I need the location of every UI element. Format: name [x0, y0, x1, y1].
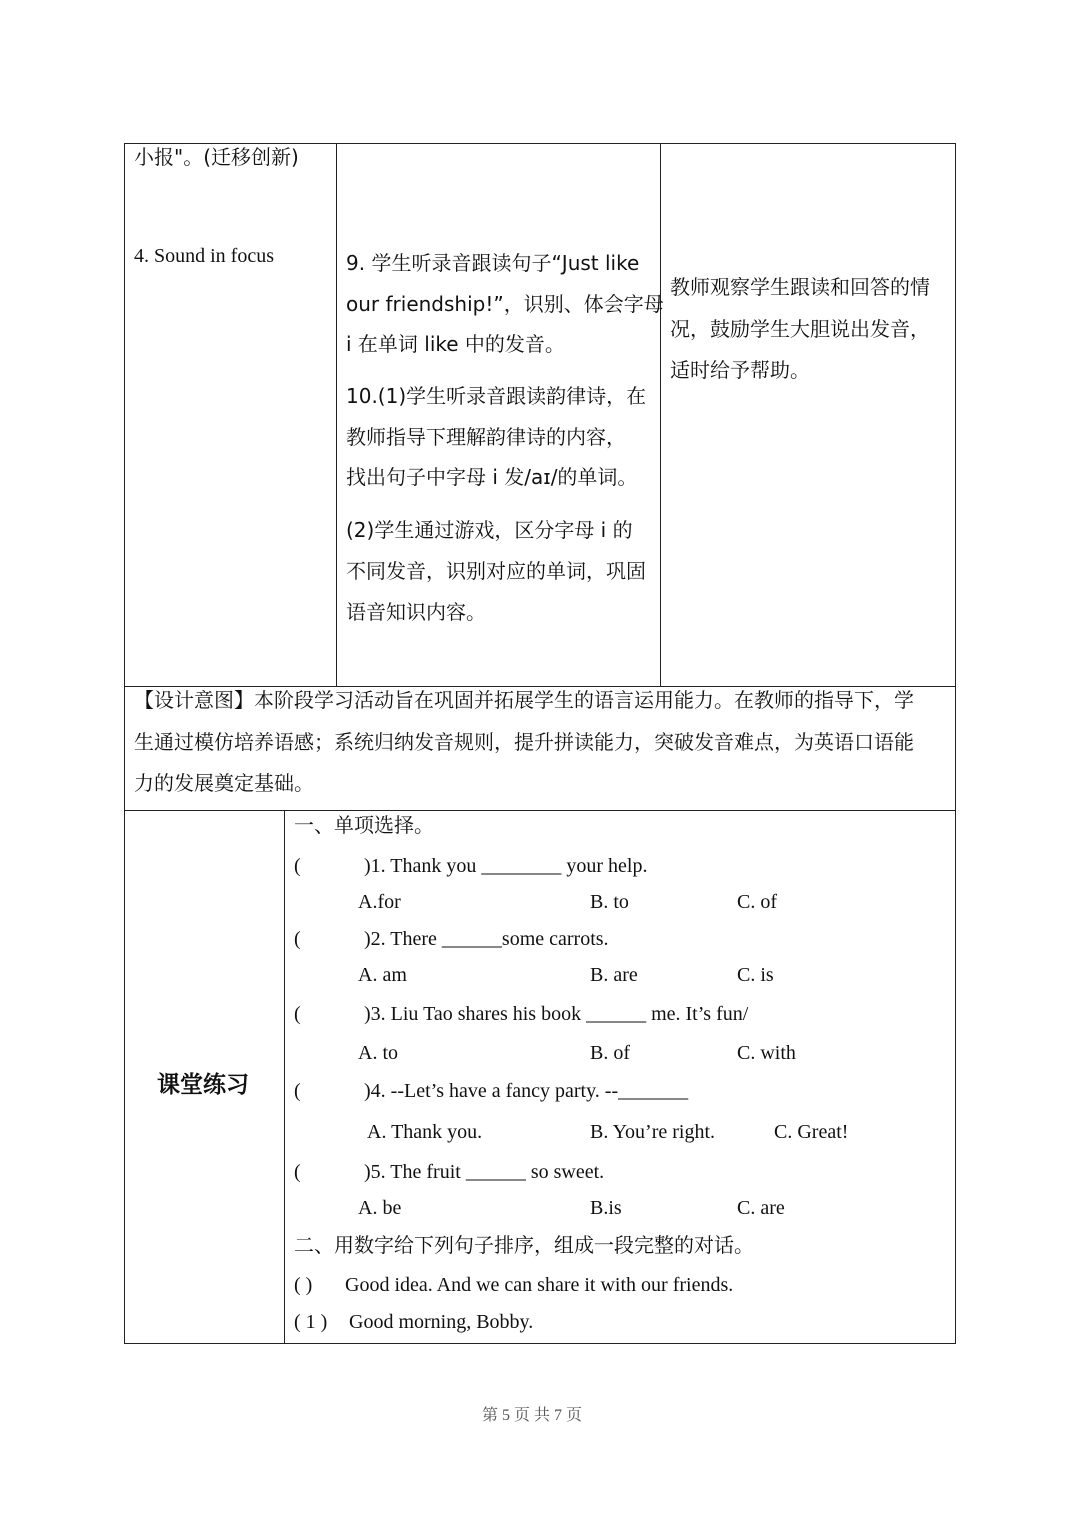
table-divider-practice: [284, 810, 285, 1344]
page-number: 第 5 页 共 7 页: [482, 1407, 583, 1424]
ordering-sentence: Good idea. And we can share it with our friends.: [345, 1274, 734, 1296]
option-b: B. to: [590, 891, 629, 913]
option-a: A. to: [358, 1042, 398, 1064]
activity-line: 9. 学生听录音跟读句子“Just like: [346, 251, 640, 275]
practice-label: 课堂练习: [157, 1072, 249, 1098]
assessment-line: 适时给予帮助。: [670, 358, 810, 382]
activity-line: 找出句子中字母 i 发/aɪ/的单词。: [346, 465, 638, 489]
table-divider-col1: [336, 143, 337, 686]
design-intent-line: 生通过模仿培养语感；系统归纳发音规则，提升拼读能力，突破发音难点，为英语口语能: [134, 730, 914, 754]
question-stem: )2. There ______some carrots.: [364, 928, 609, 950]
activity-line: 语音知识内容。: [346, 600, 486, 624]
ordering-paren[interactable]: ( ): [294, 1274, 313, 1296]
assessment-line: 况，鼓励学生大胆说出发音，: [670, 317, 930, 341]
answer-blank-paren[interactable]: (: [294, 928, 301, 950]
question-stem: )5. The fruit ______ so sweet.: [364, 1161, 605, 1183]
option-b: B.is: [590, 1197, 622, 1219]
answer-blank-paren[interactable]: (: [294, 855, 301, 877]
section-title-sound-in-focus: 4. Sound in focus: [134, 245, 274, 267]
option-a: A. be: [358, 1197, 402, 1219]
option-c: C. are: [737, 1197, 785, 1219]
question-stem: )4. --Let’s have a fancy party. --_______: [364, 1080, 689, 1102]
assessment-line: 教师观察学生跟读和回答的情: [670, 275, 930, 299]
answer-blank-paren[interactable]: (: [294, 1161, 301, 1183]
section-title-multiple-choice: 一、单项选择。: [294, 813, 434, 837]
option-c: C. Great!: [774, 1121, 849, 1143]
design-intent-line: 【设计意图】本阶段学习活动旨在巩固并拓展学生的语言运用能力。在教师的指导下，学: [134, 688, 914, 712]
option-a: A. Thank you.: [367, 1121, 483, 1143]
activity-line: 10.(1)学生听录音跟读韵律诗，在: [346, 384, 647, 408]
option-a: A. am: [358, 964, 407, 986]
activity-line: 不同发音，识别对应的单词，巩固: [346, 559, 646, 583]
design-intent-line: 力的发展奠定基础。: [134, 771, 314, 795]
table-divider-row2: [124, 810, 956, 811]
option-c: C. is: [737, 964, 774, 986]
section-title-ordering: 二、用数字给下列句子排序，组成一段完整的对话。: [294, 1233, 754, 1257]
answer-blank-paren[interactable]: (: [294, 1003, 301, 1025]
ordering-sentence: Good morning, Bobby.: [349, 1311, 534, 1333]
activity-line: i 在单词 like 中的发音。: [346, 332, 565, 356]
option-c: C. with: [737, 1042, 796, 1064]
question-stem: )1. Thank you ________ your help.: [364, 855, 648, 877]
activity-line: (2)学生通过游戏，区分字母 i 的: [346, 518, 633, 542]
option-a: A.for: [358, 891, 401, 913]
carryover-text: 小报"。(迁移创新): [134, 145, 299, 169]
answer-blank-paren[interactable]: (: [294, 1080, 301, 1102]
option-b: B. You’re right.: [590, 1121, 716, 1143]
option-c: C. of: [737, 891, 777, 913]
option-b: B. of: [590, 1042, 630, 1064]
activity-line: 教师指导下理解韵律诗的内容，: [346, 425, 626, 449]
question-stem: )3. Liu Tao shares his book ______ me. It’s fun/: [364, 1003, 749, 1025]
ordering-paren[interactable]: ( 1 ): [294, 1311, 328, 1333]
option-b: B. are: [590, 964, 638, 986]
table-divider-col2: [660, 143, 661, 686]
activity-line: our friendship!”，识别、体会字母: [346, 292, 664, 316]
table-divider-row1: [124, 686, 956, 687]
